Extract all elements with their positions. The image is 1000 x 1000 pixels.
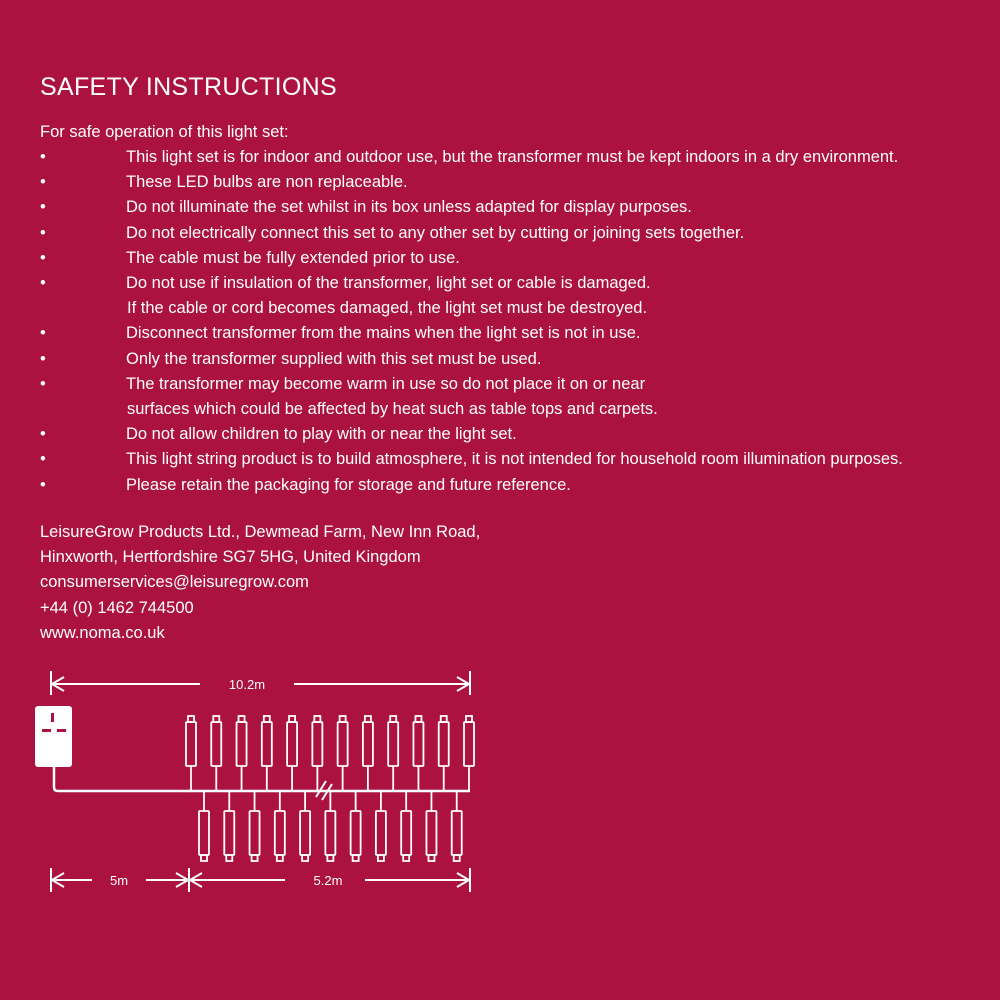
led-bulb-icon — [275, 791, 285, 861]
bullet-icon: • — [40, 425, 46, 444]
led-bulb-icon — [237, 716, 247, 791]
instruction-text: Only the transformer supplied with this set must be used. — [126, 349, 542, 368]
bullet-icon: • — [40, 248, 46, 267]
instruction-text: This light set is for indoor and outdoor use, but the transformer must be kept indoors in a dry environment. — [126, 148, 899, 166]
instruction-text: Please retain the packaging for storage and future reference. — [126, 475, 571, 494]
led-bulb-icon — [312, 716, 322, 791]
bullet-icon: • — [40, 148, 46, 166]
page-title: SAFETY INSTRUCTIONS — [40, 73, 337, 101]
instruction-text: Do not use if insulation of the transformer, light set or cable is damaged. — [126, 274, 651, 293]
instruction-text: Do not illuminate the set whilst in its box unless adapted for display purposes. — [126, 198, 692, 217]
led-bulb-icon — [464, 716, 474, 791]
led-bulb-icon — [363, 716, 373, 791]
instruction-text: Disconnect transformer from the mains when the light set is not in use. — [126, 324, 641, 343]
bullet-icon: • — [40, 450, 46, 469]
led-bulb-icon — [262, 716, 272, 791]
led-bulb-icon — [376, 791, 386, 861]
led-bulb-icon — [413, 716, 423, 791]
instruction-text: This light string product is to build atmosphere, it is not intended for household room illumination purposes. — [126, 450, 903, 469]
led-bulb-icon — [426, 791, 436, 861]
phone-number: +44 (0) 1462 744500 — [40, 598, 194, 617]
led-bulb-icon — [300, 791, 310, 861]
intro-text: For safe operation of this light set: — [40, 123, 289, 141]
bulbs-top-row — [186, 716, 474, 791]
lead-length-label: 5m — [109, 873, 129, 888]
email-address: consumerservices@leisuregrow.com — [40, 573, 309, 592]
led-bulb-icon — [351, 791, 361, 861]
bullet-icon: • — [40, 349, 46, 368]
led-bulb-icon — [388, 716, 398, 791]
bullet-icon: • — [40, 198, 46, 217]
instruction-text: These LED bulbs are non replaceable. — [126, 173, 408, 192]
website-url: www.noma.co.uk — [40, 623, 165, 642]
led-bulb-icon — [186, 716, 196, 791]
instruction-text-continued: If the cable or cord becomes damaged, the light set must be destroyed. — [127, 299, 648, 318]
instruction-text: The cable must be fully extended prior to use. — [126, 248, 460, 267]
bullet-icon: • — [40, 274, 46, 293]
bullet-icon: • — [40, 475, 46, 494]
led-bulb-icon — [224, 791, 234, 861]
bullet-icon: • — [40, 324, 46, 343]
bullet-icon: • — [40, 374, 46, 393]
led-bulb-icon — [401, 791, 411, 861]
led-bulb-icon — [439, 716, 449, 791]
led-bulb-icon — [452, 791, 462, 861]
instruction-text: Do not electrically connect this set to any other set by cutting or joining sets together. — [126, 223, 745, 242]
total-length-label: 10.2m — [228, 677, 266, 692]
lit-length-label: 5.2m — [313, 873, 343, 888]
plug-transformer-icon — [35, 706, 190, 791]
led-bulb-icon — [250, 791, 260, 861]
instruction-text-continued: surfaces which could be affected by heat such as table tops and carpets. — [127, 400, 658, 419]
instruction-text: The transformer may become warm in use so do not place it on or near — [126, 374, 646, 393]
instruction-text: Do not allow children to play with or near the light set. — [126, 425, 517, 444]
led-bulb-icon — [211, 716, 221, 791]
led-bulb-icon — [287, 716, 297, 791]
address-line-2: Hinxworth, Hertfordshire SG7 5HG, United Kingdom — [40, 548, 421, 567]
bullet-icon: • — [40, 223, 46, 242]
led-bulb-icon — [325, 791, 335, 861]
bulbs-bottom-row — [199, 791, 462, 861]
led-bulb-icon — [199, 791, 209, 861]
led-bulb-icon — [338, 716, 348, 791]
bullet-icon: • — [40, 173, 46, 192]
address-line-1: LeisureGrow Products Ltd., Dewmead Farm, New Inn Road, — [40, 523, 481, 541]
